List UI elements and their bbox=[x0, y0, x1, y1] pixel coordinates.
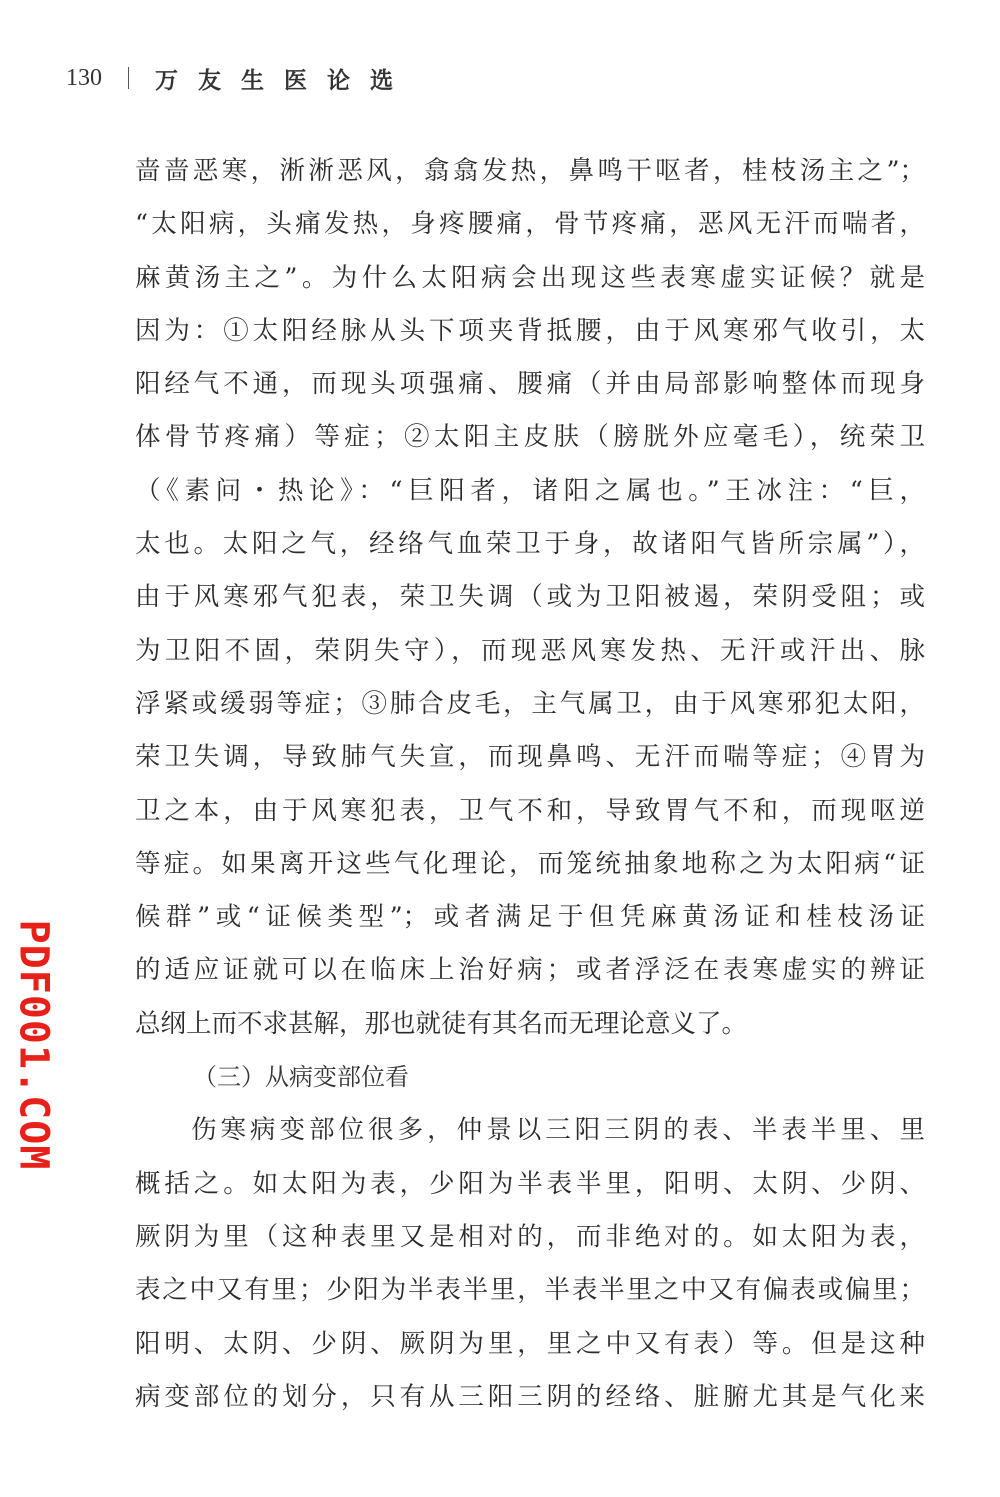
text-line: 为卫阳不固，荣阴失守），而现恶风寒发热、无汗或汗出、脉 bbox=[135, 635, 925, 666]
body-text bbox=[135, 145, 925, 1424]
text-line: （《素问・热论》：“巨阳者，诸阳之属也。”王冰注：“巨， bbox=[135, 475, 925, 506]
text-line: 荣卫失调，导致肺气失宣，而现鼻鸣、无汗而喘等症；④胃为 bbox=[135, 742, 925, 773]
page-number: 130 bbox=[66, 64, 102, 91]
text-line: 的适应证就可以在临床上治好病；或者浮泛在表寒虚实的辨证 bbox=[135, 955, 925, 986]
text-line: 伤寒病变部位很多，仲景以三阳三阴的表、半表半里、里 bbox=[191, 1115, 925, 1146]
text-line: 麻黄汤主之”。为什么太阳病会出现这些表寒虚实证候？就是 bbox=[135, 262, 925, 293]
header-divider bbox=[128, 67, 129, 89]
text-line: 啬啬恶寒，淅淅恶风，翕翕发热，鼻鸣干呕者，桂枝汤主之”； bbox=[135, 156, 925, 186]
text-line: 体骨节疼痛）等症；②太阳主皮肤（膀胱外应毫毛），统荣卫 bbox=[135, 422, 925, 453]
text-line: 卫之本，由于风寒犯表，卫气不和，导致胃气不和，而现呕逆 bbox=[135, 795, 925, 826]
text-line: 总纲上而不求甚解，那也就徒有其名而无理论意义了。 bbox=[135, 1008, 748, 1039]
text-line: 病变部位的划分，只有从三阳三阴的经络、脏腑尤其是气化来 bbox=[135, 1381, 925, 1412]
text-line: 等症。如果离开这些气化理论，而笼统抽象地称之为太阳病“证 bbox=[135, 848, 925, 879]
text-line: 由于风寒邪气犯表，荣卫失调（或为卫阳被遏，荣阴受阻；或 bbox=[135, 582, 925, 613]
section-subheading: （三）从病变部位看 bbox=[193, 1063, 409, 1092]
page-header bbox=[66, 60, 413, 96]
watermark-text: PDF001.COM bbox=[10, 919, 57, 1171]
text-line: 表之中又有里；少阳为半表半里，半表半里之中又有偏表或偏里； bbox=[135, 1275, 925, 1306]
text-line: 太也。太阳之气，经络气血荣卫于身，故诸阳气皆所宗属”）， bbox=[135, 529, 925, 560]
book-title: 万友生医论选 bbox=[155, 67, 413, 94]
text-line: 候群”或“证候类型”；或者满足于但凭麻黄汤证和桂枝汤证 bbox=[135, 902, 925, 933]
text-line: 厥阴为里（这种表里又是相对的，而非绝对的。如太阳为表， bbox=[135, 1221, 925, 1252]
text-line: “太阳病，头痛发热，身疼腰痛，骨节疼痛，恶风无汗而喘者， bbox=[135, 209, 925, 240]
text-line: 因为：①太阳经脉从头下项夹背抵腰，由于风寒邪气收引，太 bbox=[135, 315, 925, 346]
text-line: 阳明、太阴、少阴、厥阴为里，里之中又有表）等。但是这种 bbox=[135, 1328, 925, 1359]
text-line: 浮紧或缓弱等症；③肺合皮毛，主气属卫，由于风寒邪犯太阳， bbox=[135, 688, 925, 719]
text-line: 概括之。如太阳为表，少阳为半表半里，阳明、太阴、少阴、 bbox=[135, 1168, 925, 1199]
text-line: 阳经气不通，而现头项强痛、腰痛（并由局部影响整体而现身 bbox=[135, 369, 925, 400]
watermark bbox=[8, 920, 58, 1170]
